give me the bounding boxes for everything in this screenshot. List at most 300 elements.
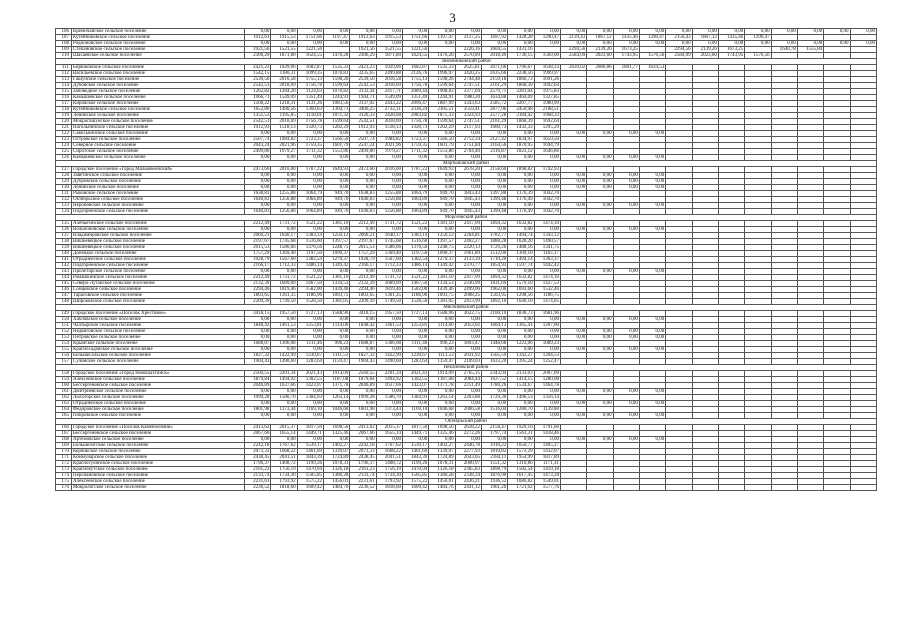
row-number: 125: [56, 149, 72, 155]
table-cell: 0,00: [429, 389, 455, 395]
table-cell: 2625,81: [455, 65, 481, 71]
table-cell: 0,00: [534, 173, 560, 179]
table-cell: 1692,64: [534, 83, 560, 89]
table-cell: 0,00: [376, 413, 402, 419]
table-cell: 1634,53: [639, 65, 665, 71]
table-cell: 0,00: [297, 269, 323, 275]
table-cell: 1490,60: [376, 359, 402, 365]
table-cell: 1351,49: [402, 95, 428, 101]
table-cell: 2678,20: [455, 167, 481, 173]
table-cell: 1290,47: [639, 35, 665, 41]
table-cell: 1484,76: [429, 485, 455, 491]
table-cell: 0,00: [587, 329, 613, 335]
table-cell: 1561,31: [508, 431, 534, 437]
table-cell: 0,00: [508, 317, 534, 323]
table-cell: 0,00: [245, 41, 271, 47]
table-cell: 1731,72: [271, 221, 297, 227]
table-cell: 1929,06: [271, 65, 297, 71]
table-cell: 1230,67: [297, 353, 323, 359]
table-cell: 0,00: [323, 389, 349, 395]
table-row: [56, 485, 877, 491]
table-cell: 1668,22: [271, 449, 297, 455]
table-cell: 2133,74: [245, 473, 271, 479]
table-cell: 1567,60: [271, 257, 297, 263]
table-cell: 1686,82: [508, 479, 534, 485]
settlement-name: Красносадовское сельское поселение: [72, 347, 245, 353]
table-cell: 2220,13: [455, 245, 481, 251]
table-cell: 1817,89: [534, 455, 560, 461]
table-cell: 0,00: [534, 329, 560, 335]
table-cell: 2238,56: [508, 71, 534, 77]
table-cell: 1382,54: [297, 257, 323, 263]
table-cell: 1195,85: [271, 113, 297, 119]
table-cell: 0,00: [587, 155, 613, 161]
table-cell: 1638,83: [245, 191, 271, 197]
table-cell: 1866,73: [508, 77, 534, 83]
row-number: 124: [56, 143, 72, 149]
table-cell: 1599,64: [323, 83, 349, 89]
table-cell: 2242,18: [350, 443, 376, 449]
table-cell: 1473,28: [534, 473, 560, 479]
table-cell: 0,00: [613, 203, 639, 209]
table-cell: [560, 485, 586, 491]
table-cell: 0,00: [376, 203, 402, 209]
table-cell: 0,00: [455, 179, 481, 185]
table-cell: 1361,35: [376, 293, 402, 299]
table-cell: 1202,29: [323, 125, 349, 131]
table-cell: 2166,17: [245, 263, 271, 269]
settlement-name: Криничанское сельское поселение: [72, 29, 245, 35]
table-cell: 1975,83: [534, 89, 560, 95]
table-cell: 1532,46: [534, 287, 560, 293]
table-cell: 0,00: [666, 29, 692, 35]
settlement-name: Мокрогашунское сельское поселение: [72, 119, 245, 125]
table-cell: 1843,39: [402, 455, 428, 461]
district-title: Морозовский район: [56, 215, 877, 221]
settlement-name: Подгорненское сельское поселение: [72, 209, 245, 215]
table-cell: [745, 485, 771, 491]
row-number: 163: [56, 401, 72, 407]
table-cell: 0,00: [376, 347, 402, 353]
table-cell: 1624,55: [402, 53, 428, 59]
table-cell: 1432,07: [534, 449, 560, 455]
table-cell: 0,00: [613, 335, 639, 341]
table-cell: 1640,17: [271, 233, 297, 239]
table-cell: 2060,21: [245, 233, 271, 239]
table-cell: 0,00: [455, 185, 481, 191]
table-cell: 2127,42: [481, 137, 507, 143]
table-cell: 0,00: [350, 227, 376, 233]
row-number: 172: [56, 461, 72, 467]
settlement-name: Красносулинское сельское поселение: [72, 461, 245, 467]
table-cell: 1871,80: [271, 53, 297, 59]
table-cell: 1381,05: [429, 299, 455, 305]
settlement-name: Дубровское сельское поселение: [72, 179, 245, 185]
table-cell: 1518,13: [271, 125, 297, 131]
table-cell: 0,00: [323, 173, 349, 179]
table-cell: 0,00: [376, 185, 402, 191]
settlement-name: Дубовское сельское поселение: [72, 83, 245, 89]
table-cell: 1879,84: [245, 377, 271, 383]
table-cell: 1586,70: [376, 395, 402, 401]
table-cell: 1957,50: [271, 311, 297, 317]
table-cell: 0,00: [271, 401, 297, 407]
table-cell: 0,00: [639, 173, 665, 179]
table-cell: 1495,27: [534, 443, 560, 449]
table-cell: 0,00: [376, 155, 402, 161]
row-number: 152: [56, 329, 72, 335]
table-cell: 1383,14: [297, 233, 323, 239]
table-cell: 1381,10: [429, 221, 455, 227]
table-cell: 0,00: [481, 389, 507, 395]
table-cell: 0,00: [323, 329, 349, 335]
table-cell: 1759,35: [402, 143, 428, 149]
table-cell: 2542,51: [350, 119, 376, 125]
table-cell: 1422,99: [271, 353, 297, 359]
table-cell: 2242,18: [245, 443, 271, 449]
table-cell: 1383,14: [402, 233, 428, 239]
table-cell: 2421,23: [245, 65, 271, 71]
table-cell: 1797,74: [481, 431, 507, 437]
table-cell: 1659,50: [534, 137, 560, 143]
table-cell: 2161,29: [481, 83, 507, 89]
settlement-name: Октябрьское сельское поселение: [72, 197, 245, 203]
table-cell: 1064,79: [402, 191, 428, 197]
table-cell: 1516,04: [481, 407, 507, 413]
table-cell: 1521,22: [297, 275, 323, 281]
table-cell: 1439,46: [323, 287, 349, 293]
table-cell: 0,00: [692, 41, 718, 47]
table-cell: 2402,27: [455, 239, 481, 245]
table-cell: 1734,30: [271, 473, 297, 479]
table-cell: 1283,64: [402, 359, 428, 365]
table-cell: 2306,29: [350, 53, 376, 59]
table-cell: 1397,57: [323, 239, 349, 245]
table-cell: 1599,64: [429, 83, 455, 89]
table-cell: 0,00: [534, 179, 560, 185]
table-cell: 1467,50: [297, 281, 323, 287]
table-cell: 0,00: [639, 317, 665, 323]
table-cell: 2015,53: [350, 245, 376, 251]
table-cell: 1767,62: [271, 443, 297, 449]
table-cell: 1488,16: [508, 245, 534, 251]
table-cell: 1204,53: [534, 353, 560, 359]
table-cell: 0,00: [534, 131, 560, 137]
table-cell: 0,00: [508, 347, 534, 353]
table-cell: 0,00: [534, 155, 560, 161]
table-cell: 2417,71: [376, 89, 402, 95]
table-cell: 2499,80: [350, 149, 376, 155]
table-cell: 0,00: [534, 437, 560, 443]
row-number: 112: [56, 71, 72, 77]
table-cell: 1180,31: [271, 71, 297, 77]
table-cell: 2008,25: [455, 293, 481, 299]
table-cell: 0,00: [429, 179, 455, 185]
table-cell: 0,00: [297, 317, 323, 323]
table-cell: 1731,72: [376, 275, 402, 281]
settlement-name: Северо-Луганское сельское поселение: [72, 281, 245, 287]
table-cell: 1688,87: [245, 341, 271, 347]
table-cell: 2499,80: [245, 149, 271, 155]
table-cell: 0,00: [692, 29, 718, 35]
table-cell: 1439,46: [429, 287, 455, 293]
table-cell: 1339,07: [429, 449, 455, 455]
row-number: 113: [56, 77, 72, 83]
table-cell: 2023,60: [587, 53, 613, 59]
table-cell: 1736,15: [508, 53, 534, 59]
table-cell: 0,00: [350, 401, 376, 407]
table-cell: 1535,33: [429, 65, 455, 71]
table-cell: 1159,47: [429, 359, 455, 365]
table-cell: 2089,44: [402, 89, 428, 95]
table-cell: 2132,39: [350, 281, 376, 287]
table-cell: 1999,28: [245, 395, 271, 401]
table-cell: 1780,26: [481, 383, 507, 389]
table-cell: 1759,35: [297, 143, 323, 149]
table-cell: 0,00: [376, 437, 402, 443]
table-cell: 0,00: [560, 185, 586, 191]
settlement-name: Бирюковское сельское поселение: [72, 65, 245, 71]
table-cell: 1729,26: [481, 245, 507, 251]
table-cell: 1827,32: [245, 353, 271, 359]
table-cell: 1326,18: [429, 467, 455, 473]
table-cell: 0,00: [429, 401, 455, 407]
table-cell: 1838,73: [508, 311, 534, 317]
table-cell: 2294,56: [666, 47, 692, 53]
table-cell: 1729,30: [481, 395, 507, 401]
table-cell: 1649,93: [323, 167, 349, 173]
table-cell: 1118,01: [297, 113, 323, 119]
table-cell: 0,00: [534, 185, 560, 191]
table-cell: 1693,60: [508, 287, 534, 293]
table-cell: 0,00: [245, 227, 271, 233]
table-cell: 1402,27: [323, 443, 349, 449]
table-cell: 2105,51: [429, 107, 455, 113]
table-cell: 1756,78: [297, 83, 323, 89]
table-cell: 1604,13: [481, 323, 507, 329]
table-cell: 0,00: [639, 413, 665, 419]
table-cell: 1801,98: [245, 407, 271, 413]
table-cell: 3418,15: [350, 311, 376, 317]
table-cell: 0,00: [376, 329, 402, 335]
table-cell: 1984,82: [271, 137, 297, 143]
table-cell: 0,00: [613, 131, 639, 137]
district-title: Неклиновский район: [56, 365, 877, 371]
table-cell: 0,00: [455, 203, 481, 209]
table-cell: 1908,83: [429, 89, 455, 95]
table-cell: 0,00: [534, 347, 560, 353]
table-cell: 1373,44: [376, 407, 402, 413]
table-cell: 1898,79: [481, 467, 507, 473]
table-cell: [850, 485, 876, 491]
table-cell: 1456,01: [323, 479, 349, 485]
table-cell: 1461,53: [376, 323, 402, 329]
table-cell: 1579,10: [508, 281, 534, 287]
table-cell: 1793,92: [376, 479, 402, 485]
table-cell: 2212,49: [350, 221, 376, 227]
table-cell: 1351,53: [245, 113, 271, 119]
table-cell: 1628,20: [508, 239, 534, 245]
table-cell: 1914,09: [323, 371, 349, 377]
table-cell: [639, 485, 665, 491]
table-cell: 0,00: [245, 413, 271, 419]
table-cell: 1528,50: [402, 299, 428, 305]
table-cell: 0,00: [429, 155, 455, 161]
table-cell: 1912,93: [245, 125, 271, 131]
table-cell: 1255,88: [376, 191, 402, 197]
table-cell: 0,00: [560, 437, 586, 443]
row-number: 159: [56, 377, 72, 383]
settlement-name: Алексеевское сельское поселение: [72, 479, 245, 485]
table-cell: 1461,53: [271, 323, 297, 329]
table-cell: 1601,79: [429, 143, 455, 149]
table-cell: 0,00: [560, 401, 586, 407]
table-cell: 0,00: [429, 269, 455, 275]
table-cell: 1724,89: [429, 455, 455, 461]
table-cell: 0,00: [455, 317, 481, 323]
table-cell: 1697,92: [481, 35, 507, 41]
table-cell: 0,00: [323, 401, 349, 407]
settlement-name: Заветинское сельское поселение: [72, 173, 245, 179]
settlement-name: Крымское сельское поселение: [72, 341, 245, 347]
table-cell: 1381,10: [323, 275, 349, 281]
table-cell: 1408,72: [376, 461, 402, 467]
table-cell: 0,00: [481, 131, 507, 137]
table-cell: 1637,66: [271, 383, 297, 389]
table-cell: 0,00: [429, 203, 455, 209]
table-cell: 0,00: [797, 29, 823, 35]
table-cell: 2231,61: [350, 479, 376, 485]
table-cell: 2507,74: [245, 137, 271, 143]
table-cell: 0,00: [245, 203, 271, 209]
table-cell: 1262,82: [245, 89, 271, 95]
table-cell: 0,00: [560, 329, 586, 335]
table-cell: 1528,50: [297, 299, 323, 305]
table-cell: 0,00: [639, 437, 665, 443]
table-cell: 2021,43: [402, 371, 428, 377]
table-cell: 1382,54: [402, 257, 428, 263]
table-cell: 1649,93: [429, 167, 455, 173]
table-cell: 1093,75: [429, 293, 455, 299]
row-number: 123: [56, 137, 72, 143]
table-cell: 1252,47: [534, 359, 560, 365]
table-cell: 0,00: [745, 29, 771, 35]
table-cell: 0,00: [639, 389, 665, 395]
table-cell: 1046,68: [323, 407, 349, 413]
table-cell: 1848,42: [350, 323, 376, 329]
table-cell: 1326,18: [323, 467, 349, 473]
row-number: 128: [56, 173, 72, 179]
table-cell: 1399,48: [481, 197, 507, 203]
table-cell: 0,00: [560, 29, 586, 35]
table-cell: 2083,82: [402, 113, 428, 119]
table-cell: 0,00: [323, 179, 349, 185]
table-cell: 1197,50: [402, 251, 428, 257]
row-number: 156: [56, 353, 72, 359]
table-cell: 0,00: [718, 41, 744, 47]
table-cell: 2438,45: [350, 455, 376, 461]
table-cell: 0,00: [560, 269, 586, 275]
table-cell: 2343,94: [481, 371, 507, 377]
table-cell: 1887,99: [429, 101, 455, 107]
table-cell: 1176,49: [508, 197, 534, 203]
table-cell: 0,00: [376, 389, 402, 395]
table-cell: 1221,56: [402, 47, 428, 53]
row-number: 119: [56, 113, 72, 119]
table-cell: 0,00: [376, 179, 402, 185]
table-cell: 0,00: [297, 203, 323, 209]
table-cell: 0,00: [323, 227, 349, 233]
table-cell: 2197,67: [350, 239, 376, 245]
table-cell: 1876,90: [481, 473, 507, 479]
table-cell: 0,00: [402, 269, 428, 275]
table-cell: 2018,69: [271, 83, 297, 89]
table-cell: 1961,89: [455, 251, 481, 257]
table-cell: 2006,58: [455, 407, 481, 413]
table-cell: 1751,66: [402, 35, 428, 41]
row-number: 137: [56, 233, 72, 239]
table-cell: 1244,91: [323, 95, 349, 101]
table-cell: [692, 485, 718, 491]
settlement-name: Городское поселение «Поселок Хрестовое»: [72, 311, 245, 317]
table-cell: 0,00: [481, 173, 507, 179]
table-cell: 2294,46: [245, 287, 271, 293]
table-cell: 0,00: [639, 179, 665, 185]
table-cell: 1757,29: [245, 251, 271, 257]
table-cell: 0,00: [534, 227, 560, 233]
table-cell: 0,00: [245, 179, 271, 185]
table-cell: 2096,47: [402, 101, 428, 107]
table-cell: 2016,58: [271, 77, 297, 83]
table-cell: 1640,78: [771, 47, 797, 53]
table-cell: 1159,47: [323, 359, 349, 365]
table-cell: 0,00: [508, 389, 534, 395]
table-cell: 2306,29: [245, 53, 271, 59]
table-cell: 1632,82: [508, 275, 534, 281]
table-cell: 1617,45: [508, 473, 534, 479]
table-cell: 1131,26: [297, 101, 323, 107]
row-number: 140: [56, 251, 72, 257]
table-cell: 1381,05: [323, 299, 349, 305]
table-cell: 1712,33: [376, 263, 402, 269]
table-cell: 1819,46: [376, 287, 402, 293]
table-cell: 1464,09: [508, 95, 534, 101]
table-cell: 1503,95: [481, 293, 507, 299]
table-cell: 2212,49: [245, 221, 271, 227]
table-cell: 1442,42: [534, 263, 560, 269]
table-cell: 1371,78: [429, 383, 455, 389]
table-cell: 2560,55: [350, 371, 376, 377]
table-cell: 1111,46: [297, 341, 323, 347]
table-cell: 0,00: [613, 317, 639, 323]
table-cell: 1539,17: [402, 443, 428, 449]
settlement-name: Чалтырское сельское поселение: [72, 323, 245, 329]
table-cell: 1310,86: [508, 461, 534, 467]
row-number: 167: [56, 431, 72, 437]
table-cell: 1868,39: [508, 119, 534, 125]
table-cell: 1280,08: [534, 377, 560, 383]
table-cell: 1749,50: [376, 299, 402, 305]
table-cell: 0,00: [271, 317, 297, 323]
table-cell: 1187,08: [323, 377, 349, 383]
row-number: 157: [56, 359, 72, 365]
table-cell: 1791,66: [534, 425, 560, 431]
settlement-name: Камышевское сельское поселение: [72, 155, 245, 161]
table-cell: 0,00: [639, 329, 665, 335]
table-cell: 2080,86: [587, 65, 613, 71]
table-cell: 0,00: [376, 317, 402, 323]
table-cell: 1284,20: [271, 89, 297, 95]
